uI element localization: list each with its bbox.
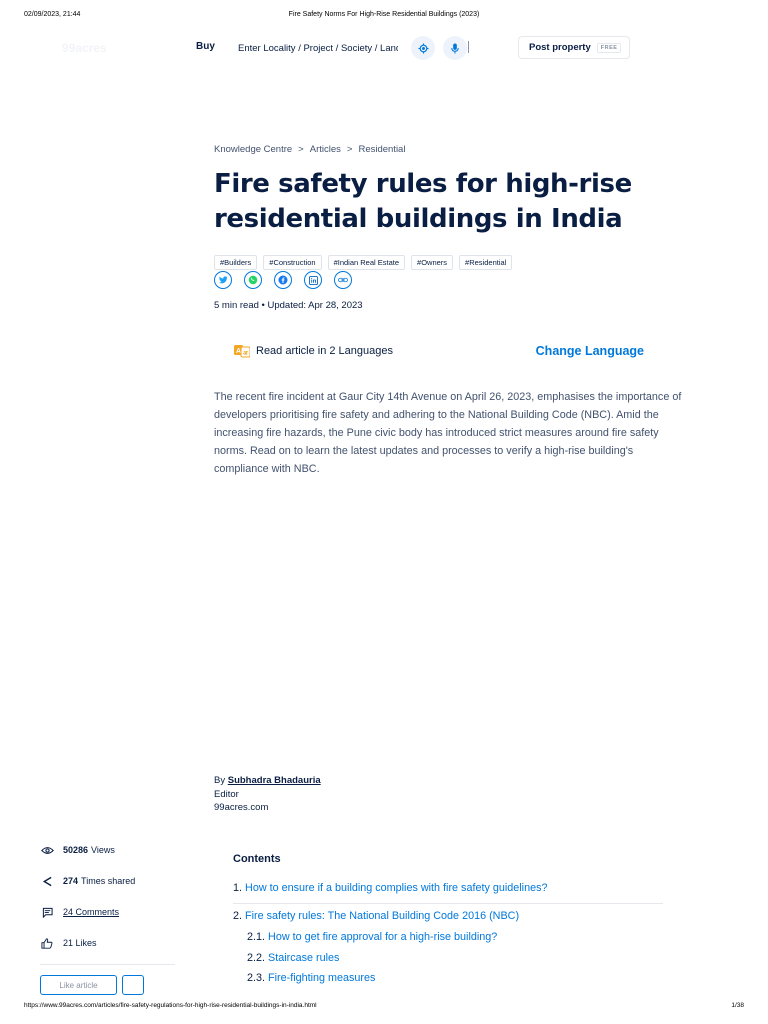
share-twitter-button[interactable] — [214, 271, 232, 289]
author-link[interactable]: Subhadra Bhadauria — [227, 775, 321, 786]
toc-number: 2.1. — [247, 931, 266, 943]
share-linkedin-button[interactable] — [304, 271, 322, 289]
post-property-button[interactable] — [518, 36, 630, 59]
likes-stat — [40, 935, 97, 951]
search-input[interactable] — [230, 38, 398, 58]
tag-builders[interactable]: #Builders — [214, 255, 257, 270]
print-document-title: Fire Safety Norms For High-Rise Residential Buildings (2023) — [288, 11, 480, 18]
author-site: 99acres.com — [214, 802, 269, 813]
tag-residential[interactable]: #Residential — [459, 255, 512, 270]
toc-link[interactable]: Fire-fighting measures — [268, 972, 376, 984]
breadcrumb — [214, 144, 405, 155]
twitter-icon — [219, 276, 228, 284]
language-bar — [234, 343, 644, 361]
toc-item[interactable] — [233, 909, 519, 923]
languages-available-text: Read article in 2 Languages — [256, 345, 393, 357]
tag-list — [214, 255, 512, 270]
views-label: Views — [91, 845, 115, 855]
views-count: 50286 — [63, 845, 89, 855]
comment-icon — [40, 905, 54, 919]
voice-search-button[interactable] — [443, 36, 467, 60]
byline-prefix: By — [214, 775, 226, 786]
share-facebook-button[interactable] — [274, 271, 292, 289]
print-header — [24, 11, 744, 23]
comments-link[interactable]: 24 Comments — [63, 907, 120, 917]
toc-number: 2.3. — [247, 972, 266, 984]
shares-label: Times shared — [81, 876, 136, 886]
breadcrumb-separator: > — [298, 144, 304, 155]
svg-text:अ: अ — [243, 351, 248, 357]
share-buttons — [214, 271, 352, 289]
contents-title: Contents — [233, 853, 281, 865]
toc-number: 1. — [233, 882, 243, 894]
microphone-icon — [450, 43, 460, 54]
whatsapp-icon — [248, 275, 258, 285]
stats-divider — [40, 964, 175, 965]
site-logo[interactable]: 99acres — [62, 41, 107, 55]
toc-divider — [233, 903, 663, 904]
copy-link-button[interactable] — [334, 271, 352, 289]
buy-menu[interactable]: Buy — [196, 41, 215, 52]
toc-subitem[interactable] — [247, 930, 497, 944]
share-whatsapp-button[interactable] — [244, 271, 262, 289]
tag-indian-real-estate[interactable]: #Indian Real Estate — [328, 255, 405, 270]
post-property-label: Post property — [529, 42, 591, 53]
author-role: Editor — [214, 788, 239, 800]
tag-owners[interactable]: #Owners — [411, 255, 453, 270]
nav-separator — [468, 41, 469, 53]
shares-stat — [40, 873, 135, 889]
tag-construction[interactable]: #Construction — [263, 255, 321, 270]
change-language-link[interactable]: Change Language — [535, 344, 644, 358]
views-stat — [40, 842, 115, 858]
article-title: Fire safety rules for high-rise residential buildings in India — [214, 169, 632, 234]
print-datetime: 02/09/2023, 21:44 — [24, 11, 81, 18]
article-intro: The recent fire incident at Gaur City 14th Avenue on April 26, 2023, emphasises the importance of developers prioritising fire safety and adhering to the National Building Code (NBC). Amid the increasing fire hazards, the Pune civic body has introduced strict measures around fire safety norms. Read on to learn the latest updates and processes to verify a high-rise building's compliance with NBC. — [214, 391, 682, 475]
location-target-icon — [418, 43, 429, 54]
toc-subitem[interactable] — [247, 951, 339, 965]
top-navigation — [0, 36, 768, 60]
likes-label: 21 Likes — [63, 938, 97, 948]
share-icon — [40, 874, 54, 888]
toc-number: 2. — [233, 910, 243, 922]
eye-icon — [40, 843, 54, 857]
translate-icon — [234, 344, 250, 358]
toc-link[interactable]: How to get fire approval for a high-rise building? — [268, 931, 498, 943]
breadcrumb-knowledge-centre[interactable]: Knowledge Centre — [214, 144, 293, 155]
linkedin-icon — [309, 276, 318, 285]
comments-stat[interactable] — [40, 904, 119, 920]
article-meta: 5 min read • Updated: Apr 28, 2023 — [214, 300, 363, 311]
print-page-number: 1/38 — [731, 1002, 744, 1009]
print-url: https://www.99acres.com/articles/fire-safety-regulations-for-high-rise-residential-buildings-in-india.html — [24, 1002, 317, 1009]
like-article-button[interactable]: Like article — [40, 975, 117, 995]
locate-me-button[interactable] — [411, 36, 435, 60]
table-of-contents — [233, 853, 663, 984]
thumbs-up-icon — [40, 936, 54, 950]
breadcrumb-articles[interactable]: Articles — [309, 144, 341, 155]
shares-count: 274 — [63, 876, 79, 886]
toc-item[interactable] — [233, 881, 548, 895]
secondary-action-button[interactable] — [122, 975, 144, 995]
byline-line — [214, 774, 321, 788]
breadcrumb-residential[interactable]: Residential — [358, 144, 406, 155]
toc-number: 2.2. — [247, 952, 266, 964]
toc-link[interactable]: Fire safety rules: The National Building Code 2016 (NBC) — [245, 910, 520, 922]
author-byline — [214, 774, 321, 815]
toc-link[interactable]: Staircase rules — [268, 952, 340, 964]
facebook-icon — [278, 275, 288, 285]
toc-subitem[interactable] — [247, 971, 375, 985]
link-icon — [338, 277, 348, 283]
svg-text:A: A — [236, 348, 242, 355]
toc-link[interactable]: How to ensure if a building complies with fire safety guidelines? — [245, 882, 548, 894]
breadcrumb-separator: > — [346, 144, 353, 155]
free-badge: FREE — [597, 43, 622, 53]
